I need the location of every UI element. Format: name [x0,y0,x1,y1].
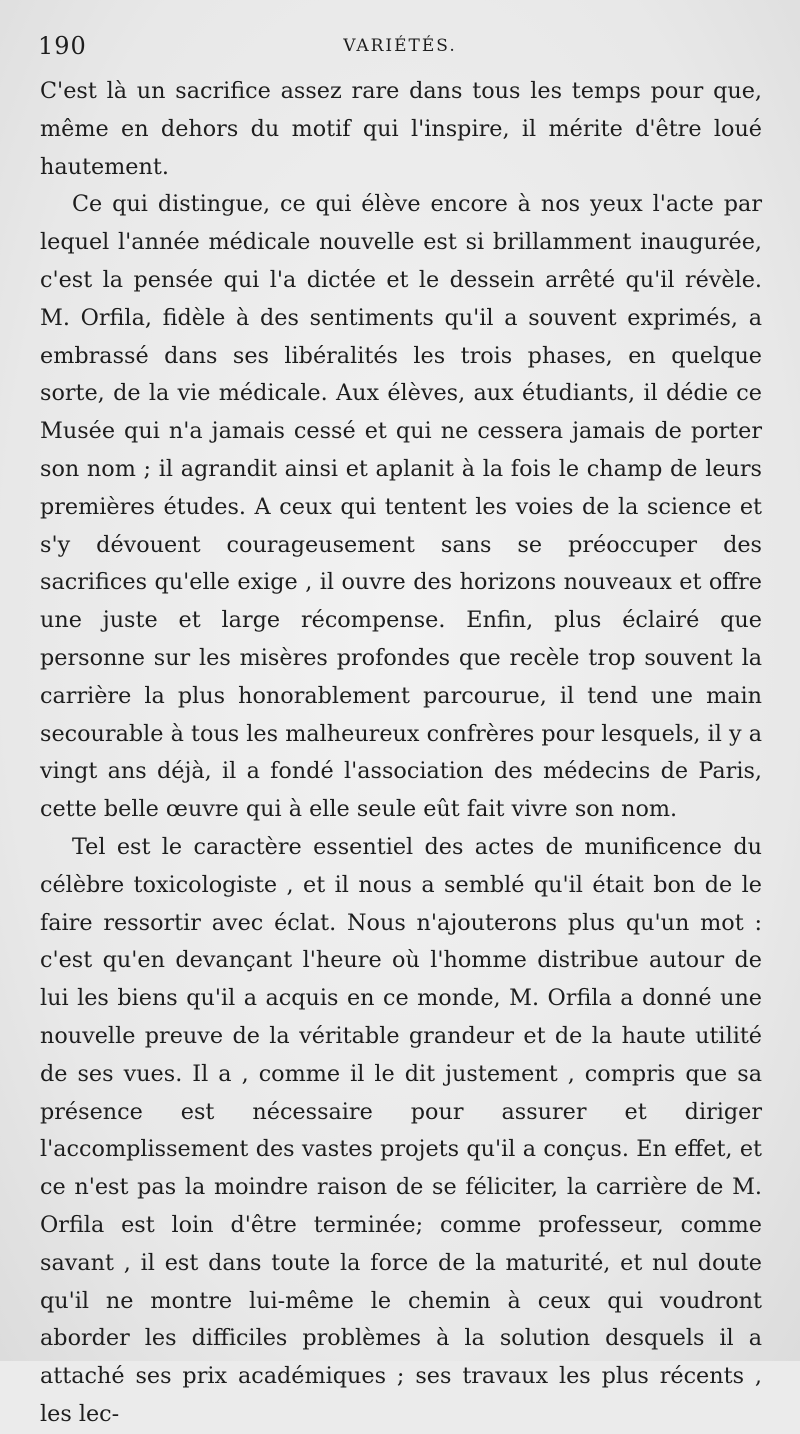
paragraph: Ce qui distingue, ce qui élève encore à nos yeux l'acte par lequel l'année médicale nouvelle est si brillamment inaugurée, c'est la pensée qui l'a dictée et le dessein arrêté qu'il révèle. M. Orfila, fidèle à des sentiments qu'il a souvent exprimés, a embrassé dans ses libéralités les trois phases, en quelque sorte, de la vie médicale. Aux élèves, aux étudiants, il dédie ce Musée qui n'a jamais cessé et qui ne cessera jamais de porter son nom ; il agrandit ainsi et aplanit à la fois le champ de leurs premières études. A ceux qui tentent les voies de la science et s'y dévouent courageusement sans se préoccuper des sacrifices qu'elle exige , il ouvre des horizons nouveaux et offre une juste et large récompense. Enfin, plus éclairé que personne sur les misères profondes que recèle trop souvent la carrière la plus honorablement parcourue, il tend une main secourable à tous les malheureux confrères pour lesquels, il y a vingt ans déjà, il a fondé l'association des médecins de Paris, cette belle œuvre qui à elle seule eût fait vivre son nom. [40,191,762,823]
running-head [38,32,762,64]
paragraph: Tel est le caractère essentiel des actes de munificence du célèbre toxicologiste , et il nous a semblé qu'il était bon de le faire ressortir avec éclat. Nous n'ajouterons plus qu'un mot : c'est qu'en devançant l'heure où l'homme distribue autour de lui les biens qu'il a acquis en ce monde, M. Orfila a donné une nouvelle preuve de la véritable grandeur et de la haute utilité de ses vues. Il a , comme il le dit justement , compris que sa présence est nécessaire pour assurer et diriger l'accomplissement des vastes projets qu'il a conçus. En effet, et ce n'est pas la moindre raison de se féliciter, la carrière de M. Orfila est loin d'être terminée; comme professeur, comme savant , il est dans toute la force de la maturité, et nul doute qu'il ne montre lui-même le chemin à ceux qui voudront aborder les difficiles problèmes à la solution desquels il a attaché ses prix académiques ; ses travaux les plus récents , les lec- [40,833,762,1427]
section-title: VARIÉTÉS. [343,36,457,56]
paragraph: C'est là un sacrifice assez rare dans tous les temps pour que, même en dehors du motif qui l'inspire, il mérite d'être loué hautement. [40,78,762,180]
body-text [40,73,762,1434]
page-number: 190 [38,32,87,60]
